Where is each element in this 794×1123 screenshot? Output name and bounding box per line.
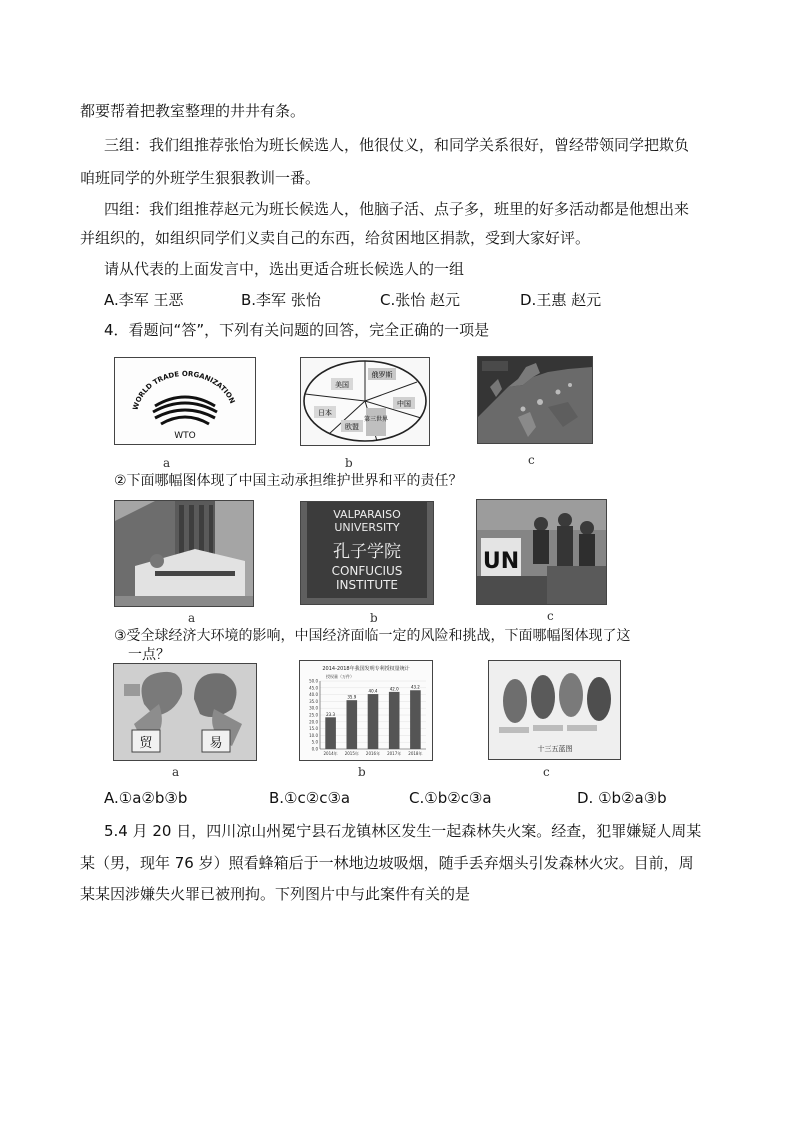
q4-sub-3-line-2: 一点？ [128, 647, 170, 663]
trade-label-1: 贸 [139, 736, 153, 751]
panel-title: 十三五蓝图 [537, 745, 573, 753]
q4-stem: 4．看题问“答”，下列有关问题的回答，完全正确的一项是 [104, 321, 490, 339]
q5-line-3: 某某因涉嫌失火罪已被刑拘。下列图片中与此案件有关的是 [80, 885, 471, 903]
chart-ylabel: 授权量（万件） [326, 674, 354, 679]
europe-map-image [477, 356, 593, 444]
bar-value-label: 43.2 [410, 684, 420, 690]
pie-label-eu: 欧盟 [345, 423, 359, 431]
text-line-6: 请从代表的上面发言中，选出更适合班长候选人的一组 [104, 260, 465, 278]
x-tick-label: 2018年 [408, 751, 423, 756]
text-line-2: 三组：我们组推荐张怡为班长候选人，他很仗义，和同学关系很好，曾经带领同学把欺负 [104, 136, 690, 154]
pie-label-third-world: 第三世界 [363, 416, 389, 423]
row1-caption-b: b [345, 456, 353, 470]
sign-confucius: CONFUCIUS [331, 564, 403, 578]
wto-ring-text: WORLD TRADE ORGANIZATION [131, 369, 237, 412]
building-monument-image [114, 500, 254, 607]
y-tick-label: 20.0 [309, 719, 318, 725]
pie-label-russia: 俄罗斯 [371, 371, 393, 379]
y-tick-label: 50.0 [309, 678, 318, 684]
pie-label-japan: 日本 [318, 409, 332, 417]
chart-title: 2014-2018年我国发明专利授权量统计 [322, 666, 410, 672]
wto-abbr: WTO [174, 431, 196, 441]
bar [410, 690, 421, 749]
sign-institute: INSTITUTE [335, 578, 399, 592]
patent-bar-chart [299, 660, 433, 761]
y-tick-label: 45.0 [309, 685, 318, 691]
q4-answer-d: D. ①b②a③b [577, 789, 667, 807]
q5-line-1: 5.4 月 20 日，四川凉山州冕宁县石龙镇林区发生一起森林失火案。经查，犯罪嫌疑人周某 [104, 822, 702, 840]
bar-value-label: 40.4 [368, 688, 378, 694]
bar [347, 700, 358, 749]
y-tick-label: 25.0 [309, 712, 318, 718]
x-tick-label: 2016年 [365, 751, 381, 756]
bar-value-label: 35.9 [347, 694, 357, 700]
text-line-3: 咱班同学的外班学生狠狠教训一番。 [80, 169, 321, 187]
x-tick-label: 2017年 [387, 751, 402, 756]
row2-caption-a: a [188, 611, 196, 625]
y-tick-label: 5.0 [311, 739, 318, 745]
text-line-4: 四组：我们组推荐赵元为班长候选人，他脑子活、点子多，班里的好多活动都是他想出来 [104, 200, 690, 218]
row1-caption-a: a [163, 456, 171, 470]
q3-option-c: C.张怡 赵元 [380, 291, 461, 309]
bar-value-label: 42.0 [389, 686, 399, 692]
pie-label-china: 中国 [397, 400, 411, 408]
bar [389, 692, 400, 749]
blueprint-panel-image [488, 660, 621, 760]
text-line-5: 并组织的，如组织同学们义卖自己的东西，给贫困地区捐款，受到大家好评。 [80, 229, 591, 247]
sign-valparaiso: VALPARAISO [333, 508, 401, 521]
y-tick-label: 40.0 [309, 692, 318, 698]
row3-caption-c: c [543, 765, 550, 779]
row2-caption-c: c [547, 609, 554, 623]
q4-sub-3-line-1: ③受全球经济大环境的影响，中国经济面临一定的风险和挑战，下面哪幅图体现了这 [114, 628, 631, 644]
wto-logo-image [114, 357, 256, 445]
un-peacekeepers-image [476, 499, 607, 605]
row3-caption-a: a [172, 765, 180, 779]
world-pie-image [300, 357, 430, 446]
q3-option-a: A.李军 王恶 [104, 291, 184, 309]
y-tick-label: 15.0 [309, 726, 318, 732]
q5-line-2: 某（男，现年 76 岁）照看蜂箱后于一林地边坡吸烟，随手丢弃烟头引发森林火灾。目前，周 [80, 854, 694, 872]
text-line-1: 都要帮着把教室整理的井井有条。 [80, 102, 306, 120]
y-tick-label: 35.0 [309, 698, 318, 704]
q4-answer-c: C.①b②c③a [409, 789, 492, 807]
row3-caption-b: b [358, 765, 366, 779]
row1-caption-c: c [528, 453, 535, 467]
q4-answer-a: A.①a②b③b [104, 789, 188, 807]
trade-war-image [113, 663, 257, 761]
x-tick-label: 2015年 [344, 751, 359, 756]
pie-label-usa: 美国 [335, 381, 349, 389]
y-tick-label: 10.0 [309, 732, 318, 738]
un-label: UN [482, 549, 520, 574]
q3-option-b: B.李军 张怡 [241, 291, 321, 309]
bar [325, 717, 336, 749]
row2-caption-b: b [370, 611, 378, 625]
bar-value-label: 23.3 [326, 711, 336, 717]
x-tick-label: 2014年 [323, 751, 338, 756]
q4-sub-2: ②下面哪幅图体现了中国主动承担维护世界和平的责任？ [114, 473, 463, 489]
y-tick-label: 30.0 [309, 705, 318, 711]
confucius-institute-image [300, 501, 434, 605]
bar [368, 694, 379, 749]
y-tick-label: 0.0 [311, 746, 318, 752]
q4-answer-b: B.①c②c③a [269, 789, 351, 807]
trade-label-2: 易 [209, 736, 223, 751]
sign-university: UNIVERSITY [334, 521, 400, 534]
sign-confucius-cn: 孔子学院 [333, 542, 401, 562]
q3-option-d: D.王惠 赵元 [520, 291, 602, 309]
